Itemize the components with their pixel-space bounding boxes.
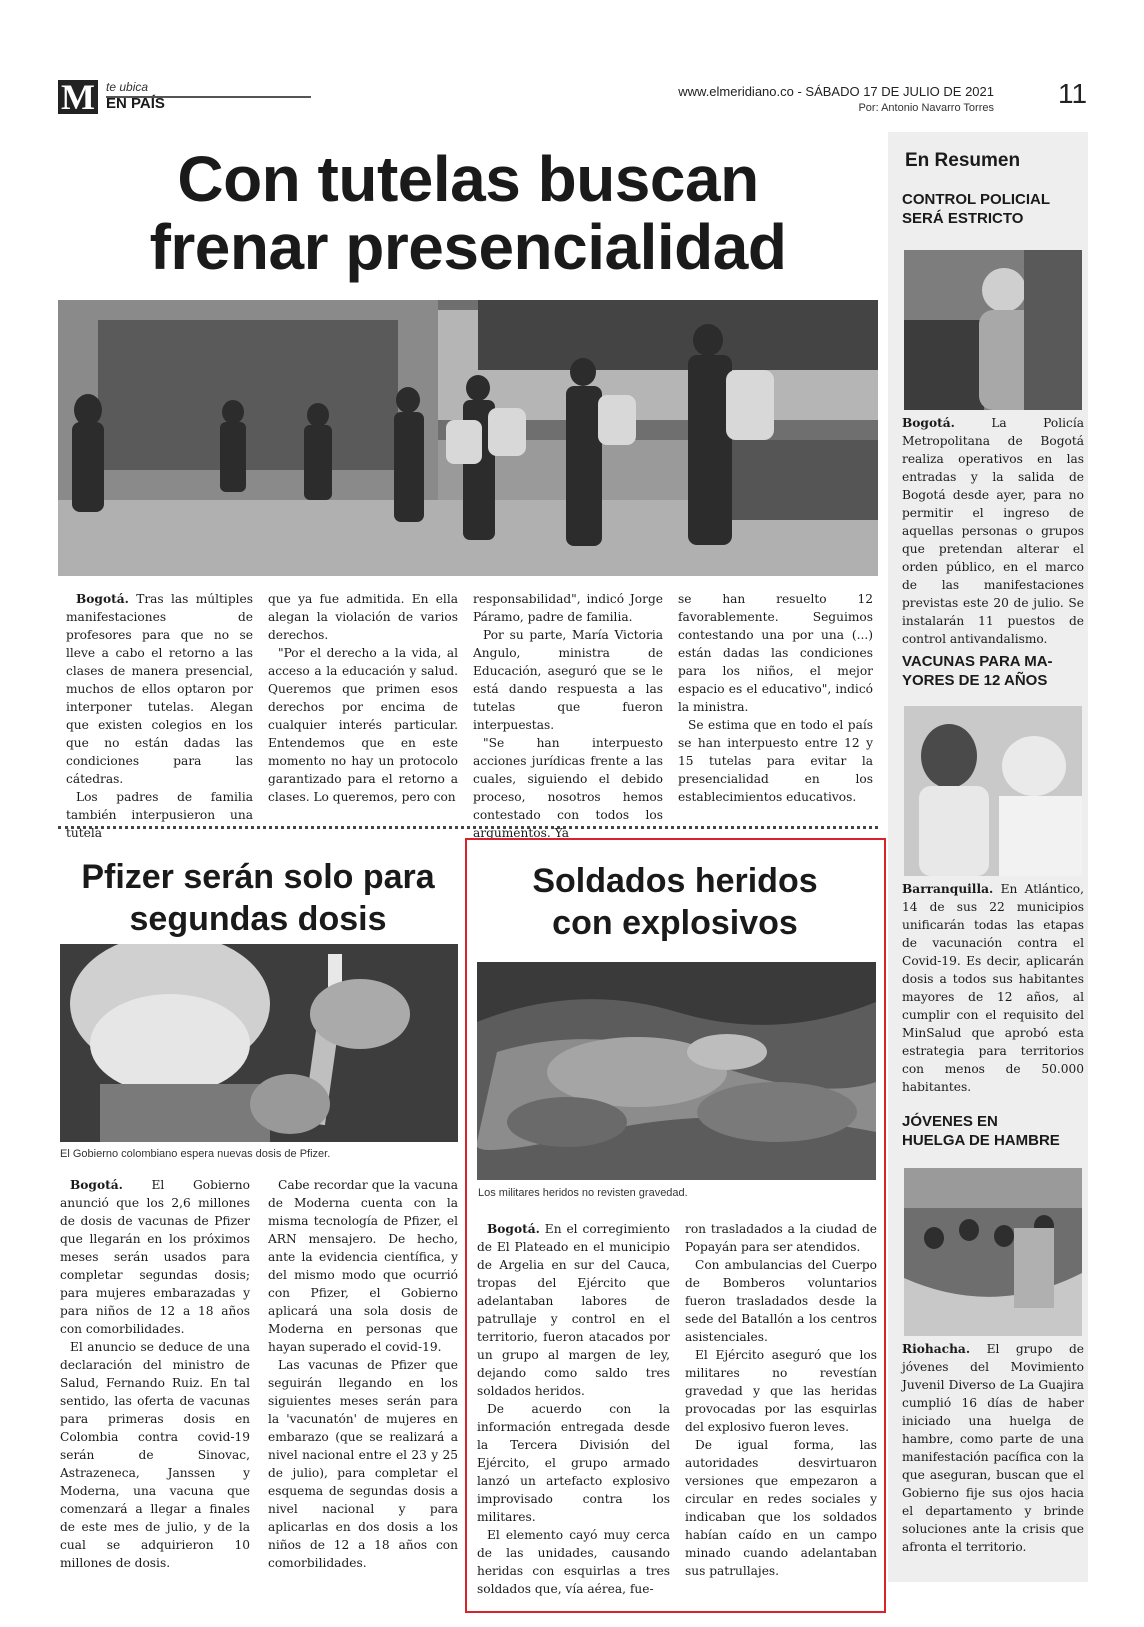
pfizer-column-1 xyxy=(60,1176,250,1572)
soldiers-col1-p1: En el corregimiento de El Plateado en el municipio de Argelia en sur del Cauca, tropas del Ejército que adelantaban labores de patrullaje y control en el territorio, fueron atacados por un grupo al margen de ley, dejando como saldo tres soldados heridos. xyxy=(477,1222,670,1398)
pfizer-col2-p1: Cabe recordar que la vacuna de Moderna cuenta con la misma tecnología de Pfizer, el ARN mensajero. De hecho, ante la evidencia científica, y del mismo modo que ocurrió con Pfizer, el Gobierno aplicará una sola dosis de Moderna en personas que hayan superado el covid-19. xyxy=(268,1178,458,1354)
main-story-col3-p3: "Se han interpuesto acciones jurídicas frente a las cuales, siguiendo el debido proceso, nosotros hemos contestado con todos los argumentos. Ya xyxy=(473,736,663,840)
main-story-dateline: Bogotá. xyxy=(76,592,129,606)
main-story-column-3 xyxy=(473,590,663,842)
pfizer-col1-p1: El Gobierno anunció que los 2,6 millones de dosis de vacunas de Pfizer que llegarán en los próximos meses serán usados para completar segundas dosis; para mujeres embarazadas y para niños de 12 a 18 años con comorbilidades. xyxy=(60,1178,250,1336)
author-line: Por: Antonio Navarro Torres xyxy=(858,102,994,114)
child-vaccine-photo xyxy=(904,706,1082,876)
pfizer-headline-line2: segundas dosis xyxy=(129,900,387,938)
school-children-photo xyxy=(58,300,878,576)
date-line: www.elmeridiano.co - SÁBADO 17 DE JULIO DE 2021 xyxy=(678,84,994,99)
main-headline-line1: Con tutelas buscan xyxy=(177,143,759,215)
sidebar-title: En Resumen xyxy=(905,150,1021,171)
soldiers-headline xyxy=(470,860,880,944)
main-story-col3-p2: Por su parte, María Victoria Angulo, ministra de Educación, aseguró que se le está dando respuesta a las tutelas que fueron interpuestas. xyxy=(473,628,663,732)
soldiers-column-1 xyxy=(477,1220,670,1598)
sidebar-item-strike-body: El grupo de jóvenes del Movimiento Juvenil Diverso de La Guajira cumplió 16 días de haber iniciado una huelga de hambre, como parte de una manifestación pacífica con la que aseguran, buscan que el Gobierno fije sus ojos hacia el departamento y brinde soluciones ante la crisis que afronta el territorio. xyxy=(902,1342,1084,1554)
sidebar-item-vaccine-heading xyxy=(902,652,1053,690)
sidebar-item-police-text xyxy=(902,414,1084,648)
pfizer-col1-p2: El anuncio se deduce de una declaración del ministro de Salud, Fernando Ruiz. En tal sentido, las oferta de vacunas para primeras dosis en Colombia contra covid-19 serán de Sinovac, Astrazeneca, Janssen y Moderna, una vacuna que comenzará a llegar a finales de este mes de julio, y de la cual se adquirieron 10 millones de dosis. xyxy=(60,1340,250,1570)
sidebar-item-strike-heading-line1: JÓVENES EN xyxy=(902,1113,998,1130)
header-rule xyxy=(106,96,311,98)
pfizer-headline xyxy=(58,856,458,940)
sidebar-item-police-body: La Policía Metropolitana de Bogotá realiza operativos en las entradas y la salida de Bogotá desde ayer, para no permitir el ingreso de aquellas personas o grupos que pretendan alterar el orden público, en el marco de las manifestaciones previstas este 20 de julio. Se instalarán 11 puestos de control antivandalismo. xyxy=(902,416,1085,646)
soldiers-col2-p2: Con ambulancias del Cuerpo de Bomberos voluntarios fueron trasladados desde la sede del Batallón a los centros asistenciales. xyxy=(685,1258,877,1344)
sidebar-item-strike-dateline: Riohacha. xyxy=(902,1342,971,1356)
main-story-column-2 xyxy=(268,590,458,806)
main-story-col2-p1: que ya fue admitida. En ella alegan la violación de varios derechos. xyxy=(268,592,458,642)
main-story-col1-p2: Los padres de familia también interpusieron una tutela xyxy=(66,790,253,840)
soldiers-col2-p4: De igual forma, las autoridades desvirtuaron versiones que empezaron a circular en redes sociales y indicaban que los soldados habían caído en un campo minado cuando adelantaban sus patrullajes. xyxy=(685,1438,877,1578)
hunger-strike-photo xyxy=(904,1168,1082,1336)
soldiers-col1-p3: El elemento cayó muy cerca de las unidades, causando heridas con esquirlas a tres soldados que, vía aérea, fue- xyxy=(477,1528,670,1596)
sidebar-item-police-dateline: Bogotá. xyxy=(902,416,955,430)
main-story-column-4 xyxy=(678,590,873,806)
main-story-column-1 xyxy=(66,590,253,842)
soldiers-headline-line1: Soldados heridos xyxy=(532,862,818,900)
soldiers-col1-p2: De acuerdo con la información entregada desde la Tercera División del Ejército, el grupo armado lanzó un artefacto explosivo improvisado contra los militares. xyxy=(477,1402,670,1524)
sidebar-item-vaccine-heading-line2: YORES DE 12 AÑOS xyxy=(902,672,1048,689)
sidebar-item-vaccine-text xyxy=(902,880,1084,1096)
sidebar-item-police-heading-line1: CONTROL POLICIAL xyxy=(902,191,1051,208)
main-headline-line2: frenar presencialidad xyxy=(149,211,787,283)
soldiers-photo-caption: Los militares heridos no revisten gravedad. xyxy=(478,1187,688,1199)
soldiers-col2-p3: El Ejército aseguró que los militares no revestían gravedad y que las heridas provocadas por las esquirlas del explosivo fueron leves. xyxy=(685,1348,877,1434)
vaccine-syringe-photo xyxy=(60,944,458,1142)
soldiers-col2-p1: ron trasladados a la ciudad de Popayán para ser atendidos. xyxy=(685,1222,877,1254)
pfizer-headline-line1: Pfizer serán solo para xyxy=(81,858,435,896)
sidebar-item-strike-heading-line2: HUELGA DE HAMBRE xyxy=(902,1132,1060,1149)
main-story-col4-p2: Se estima que en todo el país se han interpuesto entre 12 y 15 tutelas para evitar la presencialidad en los establecimientos educativos. xyxy=(678,718,873,804)
main-story-col3-p1: responsabilidad", indicó Jorge Páramo, padre de familia. xyxy=(473,592,663,624)
sidebar-item-vaccine-heading-line1: VACUNAS PARA MA- xyxy=(902,653,1053,670)
sidebar-item-strike-text xyxy=(902,1340,1084,1556)
page-number: 11 xyxy=(1058,78,1088,109)
main-story-col1-p1: Tras las múltiples manifestaciones de profesores para que no se lleve a cabo el retorno a las clases de manera presencial, muchos de ellos optaron por interponer tutelas. Alegan que existen colegios en los que no están dadas las condiciones para las cátedras. xyxy=(66,592,253,786)
pfizer-dateline: Bogotá. xyxy=(70,1178,123,1192)
pfizer-photo-caption: El Gobierno colombiano espera nuevas dosis de Pfizer. xyxy=(60,1148,331,1160)
police-checkpoint-photo xyxy=(904,250,1082,410)
main-headline xyxy=(58,145,878,281)
pfizer-col2-p2: Las vacunas de Pfizer que seguirán llegando en los siguientes meses serán para la 'vacunatón' de mujeres en embarazo (que se realizará a nivel nacional entre el 23 y 25 de julio), para completar el esquema de segundas dosis a nivel nacional y para aplicarlas en dos dosis a los niños de 12 a 18 años con comorbilidades. xyxy=(268,1358,458,1570)
pfizer-column-2 xyxy=(268,1176,458,1572)
soldiers-photo xyxy=(477,962,876,1180)
section-tag-name: EN PAÍS xyxy=(106,95,165,112)
main-story-col2-p2: "Por el derecho a la vida, al acceso a la educación y salud. Queremos que primen esos derechos por encima de cualquier interés particular. Entendemos que en este momento no hay un protocolo garantizado para el retorno a clases. Lo queremos, pero con xyxy=(268,646,458,804)
section-divider xyxy=(58,826,878,829)
sidebar-item-strike-heading xyxy=(902,1112,1060,1150)
sidebar-item-vaccine-dateline: Barranquilla. xyxy=(902,882,994,896)
soldiers-column-2 xyxy=(685,1220,877,1580)
main-story-col4-p1: se han resuelto 12 favorablemente. Seguimos contestando una por una (...) están dadas las condiciones para los niños, el mejor espacio es el educativo", indicó la ministra. xyxy=(678,592,873,714)
section-tag-small: te ubica xyxy=(106,80,149,94)
newspaper-logo: M xyxy=(58,80,98,114)
sidebar-item-vaccine-body: En Atlántico, 14 de sus 22 municipios unificarán todas las etapas de vacunación contra el Covid-19. Es decir, aplicarán dosis a todos sus habitantes mayores de 12 años, al cumplir con el requisito del MinSalud que aprobó esta estrategia para territorios con menos de 50.000 habitantes. xyxy=(902,882,1085,1094)
soldiers-headline-line2: con explosivos xyxy=(552,904,798,942)
soldiers-dateline: Bogotá. xyxy=(487,1222,540,1236)
sidebar-item-police-heading xyxy=(902,190,1050,228)
sidebar-item-police-heading-line2: SERÁ ESTRICTO xyxy=(902,210,1024,227)
